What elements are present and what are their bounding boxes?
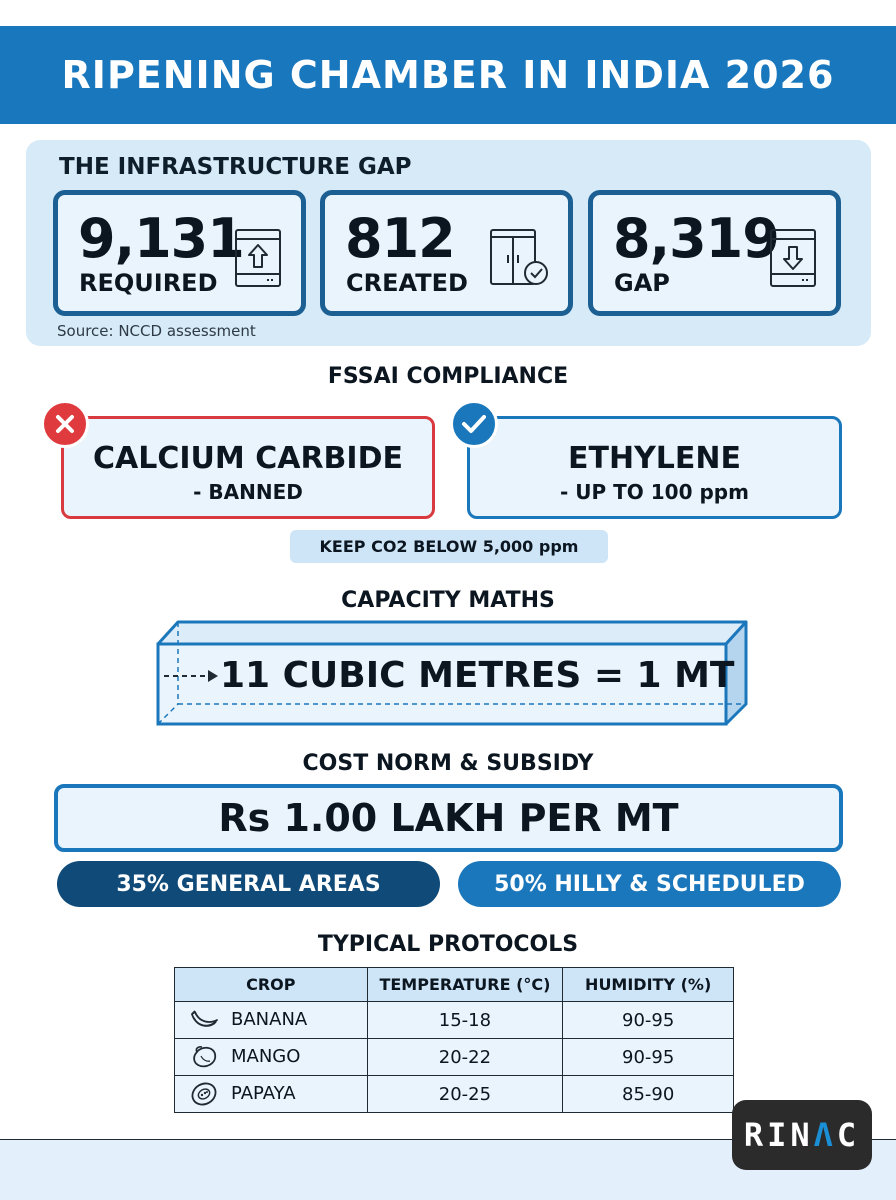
header-crop: CROP — [175, 968, 368, 1002]
infrastructure-gap-title: THE INFRASTRUCTURE GAP — [59, 154, 412, 180]
crop-cell — [175, 1076, 368, 1113]
cost-norm: Rs 1.00 LAKH PER MT — [54, 784, 843, 852]
table-row — [175, 1002, 734, 1039]
co2-note: KEEP CO2 BELOW 5,000 ppm — [290, 530, 608, 563]
logo-mark: Λ — [813, 1116, 837, 1154]
stat-card-required — [53, 190, 306, 316]
banned-status: - BANNED — [193, 480, 303, 504]
humidity-cell: 85-90 — [563, 1076, 734, 1113]
check-icon — [450, 400, 498, 448]
temperature-cell: 15-18 — [367, 1002, 563, 1039]
protocols-title: TYPICAL PROTOCOLS — [317, 932, 579, 957]
crop-cell — [175, 1039, 368, 1076]
stat-value: 8,319 — [613, 207, 779, 270]
banned-substance: CALCIUM CARBIDE — [93, 441, 403, 476]
capacity-title: CAPACITY MATHS — [341, 588, 555, 613]
stat-value: 812 — [345, 207, 455, 270]
protocols-table — [174, 967, 734, 1113]
box-arrow-up-icon — [233, 227, 283, 289]
logo-text-left: RIN — [743, 1116, 814, 1154]
crop-name: BANANA — [231, 1009, 308, 1030]
cross-icon — [41, 400, 89, 448]
stat-label: GAP — [614, 269, 670, 297]
humidity-cell: 90-95 — [563, 1039, 734, 1076]
allowed-box — [467, 416, 842, 519]
capacity-equation: 11 CUBIC METRES = 1 MT — [220, 655, 735, 696]
cost-title: COST NORM & SUBSIDY — [302, 751, 594, 776]
mango-icon — [189, 1044, 219, 1070]
header-humidity: HUMIDITY (%) — [563, 968, 734, 1002]
page-title: RIPENING CHAMBER IN INDIA 2026 — [61, 53, 835, 97]
banned-box — [61, 416, 435, 519]
allowed-substance: ETHYLENE — [568, 441, 741, 476]
table-row — [175, 1076, 734, 1113]
temperature-cell: 20-25 — [367, 1076, 563, 1113]
subsidy-hilly: 50% HILLY & SCHEDULED — [458, 861, 841, 907]
crop-cell — [175, 1002, 368, 1039]
banana-icon — [189, 1008, 219, 1032]
crop-name: MANGO — [231, 1046, 301, 1067]
papaya-icon — [189, 1081, 219, 1107]
crop-name: PAPAYA — [231, 1083, 296, 1104]
subsidy-general: 35% GENERAL AREAS — [57, 861, 440, 907]
table-row — [175, 1039, 734, 1076]
stat-value: 9,131 — [78, 207, 244, 270]
stat-label: REQUIRED — [79, 269, 218, 297]
stat-card-created — [320, 190, 573, 316]
box-arrow-down-icon — [768, 227, 818, 289]
logo-text-right: C — [836, 1116, 861, 1154]
humidity-cell: 90-95 — [563, 1002, 734, 1039]
chamber-check-icon — [488, 227, 550, 289]
stat-label: CREATED — [346, 269, 468, 297]
allowed-limit: - UP TO 100 ppm — [560, 480, 749, 504]
source-note: Source: NCCD assessment — [57, 322, 256, 340]
header-temperature: TEMPERATURE (°C) — [367, 968, 563, 1002]
table-header-row — [175, 968, 734, 1002]
compliance-title: FSSAI COMPLIANCE — [327, 364, 569, 389]
stat-card-gap — [588, 190, 841, 316]
temperature-cell: 20-22 — [367, 1039, 563, 1076]
title-banner — [0, 26, 896, 124]
brand-logo — [732, 1100, 872, 1170]
